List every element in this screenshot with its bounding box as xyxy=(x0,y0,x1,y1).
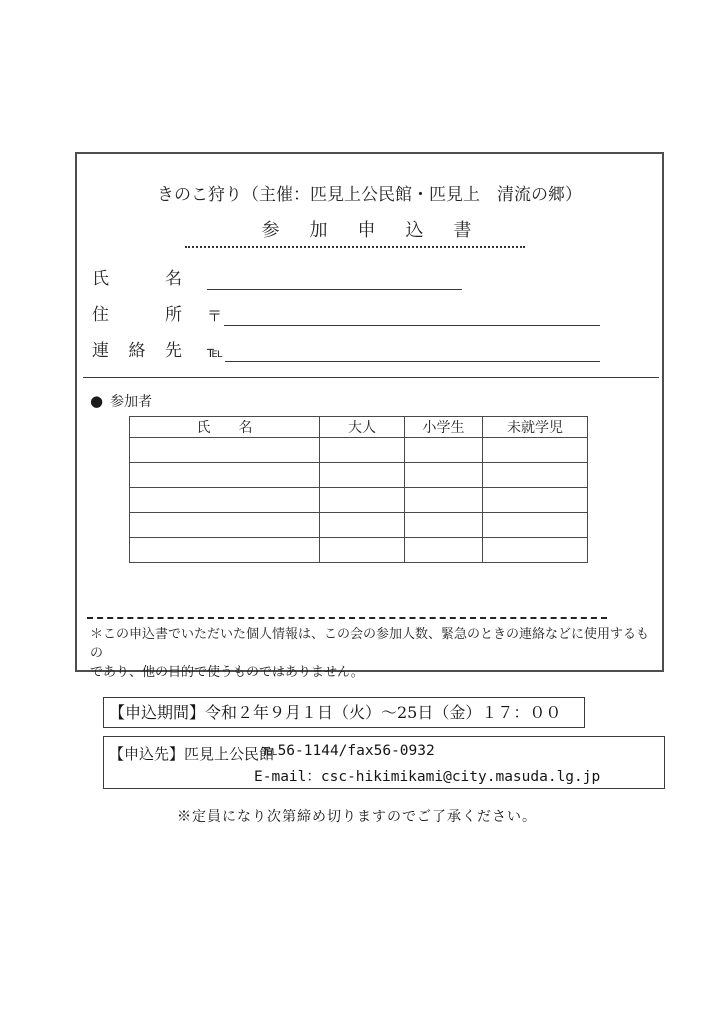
col-header-name: 氏 名 xyxy=(130,417,320,438)
privacy-note xyxy=(90,626,656,683)
participant-cell xyxy=(483,463,588,488)
tel-mark: ℡ xyxy=(207,343,224,361)
participant-cell xyxy=(483,438,588,463)
section-separator-rule xyxy=(83,377,659,378)
participants-table-body xyxy=(130,438,588,563)
col-header-adult: 大人 xyxy=(320,417,405,438)
contact-field-row xyxy=(92,340,600,362)
address-field-row xyxy=(92,304,600,326)
participants-table-header-row xyxy=(130,417,588,438)
participant-row xyxy=(130,538,588,563)
participant-cell xyxy=(405,438,483,463)
participant-cell xyxy=(130,513,320,538)
participant-cell xyxy=(483,513,588,538)
postal-mark: 〒 xyxy=(207,307,223,325)
participant-cell xyxy=(405,488,483,513)
privacy-note-line2: であり、他の目的で使うものではありません。 xyxy=(90,664,364,680)
bullet-icon: ● xyxy=(90,392,104,410)
participant-cell xyxy=(130,438,320,463)
contact-box-label: 【申込先】匹見上公民館 xyxy=(109,745,275,763)
participant-row xyxy=(130,463,588,488)
participant-cell xyxy=(320,488,405,513)
capacity-note: ※定員になり次第締め切りますのでご了承ください。 xyxy=(177,809,537,825)
address-field-line xyxy=(224,306,600,326)
participant-cell xyxy=(130,463,320,488)
participant-cell xyxy=(130,538,320,563)
participant-cell xyxy=(320,513,405,538)
participant-cell xyxy=(320,538,405,563)
application-contact-box xyxy=(103,736,665,789)
participants-table xyxy=(129,416,588,563)
contact-box-tel: ℡56-1144/fax56-0932 xyxy=(262,743,435,759)
application-period-text: 【申込期間】令和２年９月１日（火）～25日（金）１７：００ xyxy=(109,703,562,722)
participant-cell xyxy=(320,463,405,488)
participant-row xyxy=(130,488,588,513)
form-subtitle: 参 加 申 込 書 xyxy=(261,220,478,241)
participants-section-label: 参加者 xyxy=(110,394,153,410)
contact-field-label: 連絡先 xyxy=(92,341,182,361)
participants-section-caption xyxy=(90,391,152,411)
application-period-box xyxy=(103,697,585,728)
privacy-note-line1: ＊この申込書でいただいた個人情報は、この会の参加人数、緊急のときの連絡などに使用するもの xyxy=(90,627,650,661)
participant-cell xyxy=(405,513,483,538)
application-form-box xyxy=(75,152,664,680)
participant-cell xyxy=(320,438,405,463)
contact-box-email: E-mail：csc-hikimikami@city.masuda.lg.jp xyxy=(254,769,601,785)
col-header-preschool: 未就学児 xyxy=(483,417,588,438)
name-field-row xyxy=(92,268,600,290)
subtitle-dotted-rule xyxy=(185,246,525,248)
col-header-elementary: 小学生 xyxy=(405,417,483,438)
participant-row xyxy=(130,513,588,538)
form-title: きのこ狩り（主催：匹見上公民館・匹見上 清流の郷） xyxy=(157,185,582,205)
participant-row xyxy=(130,438,588,463)
participant-cell xyxy=(405,463,483,488)
name-field-label: 氏名 xyxy=(92,269,182,289)
address-field-label: 住所 xyxy=(92,305,182,325)
name-field-line xyxy=(207,270,462,290)
participant-cell xyxy=(483,538,588,563)
privacy-dashed-rule xyxy=(87,617,607,619)
participant-cell xyxy=(405,538,483,563)
contact-field-line xyxy=(225,342,600,362)
participant-cell xyxy=(483,488,588,513)
participant-cell xyxy=(130,488,320,513)
